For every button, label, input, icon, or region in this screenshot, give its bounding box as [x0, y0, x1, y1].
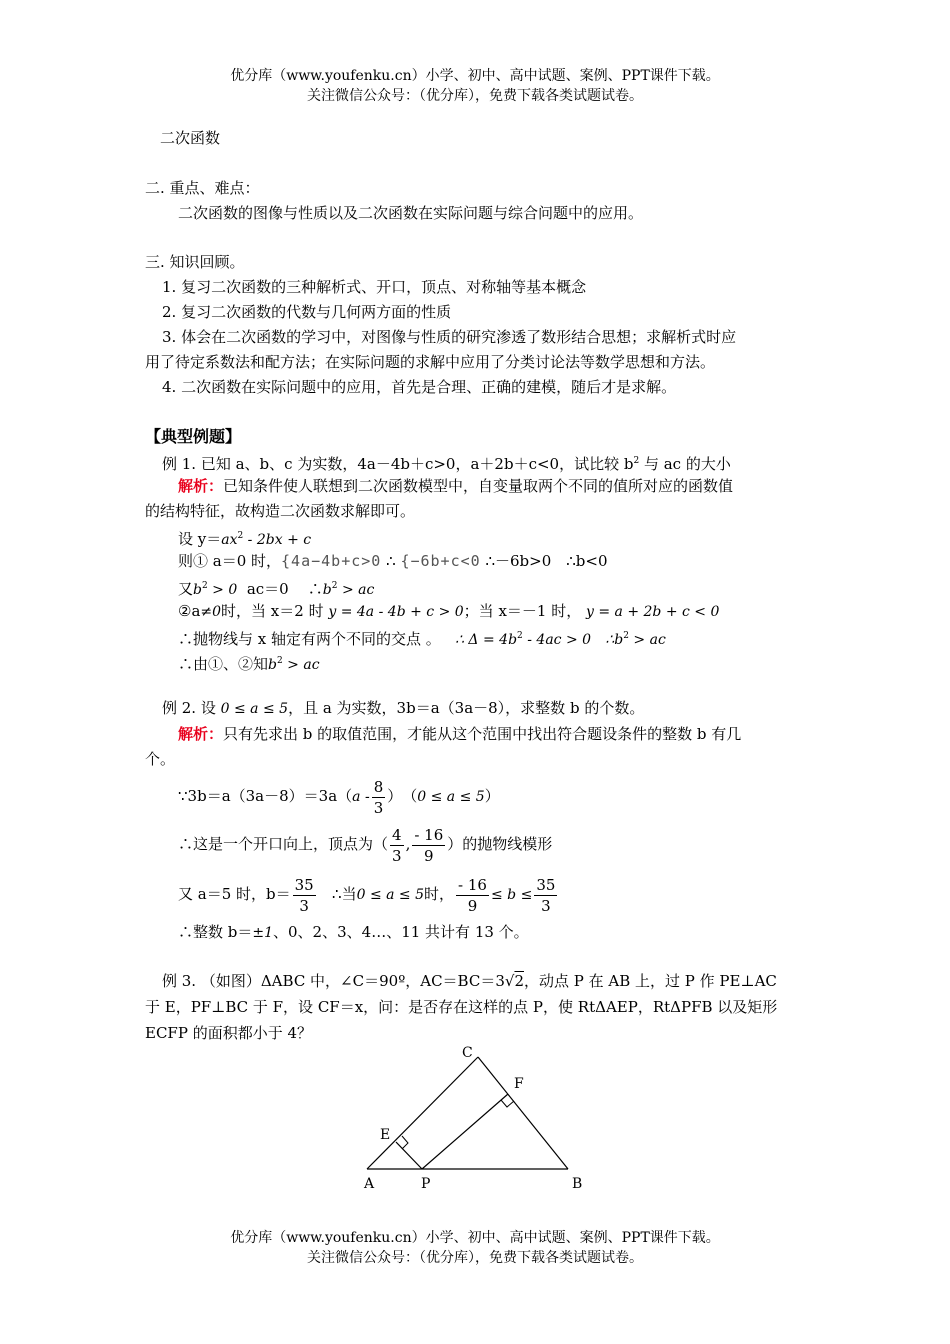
fraction: $\frac{- 16}{9}$ — [458, 875, 487, 915]
examples-heading: 【典型例题】 — [145, 427, 242, 446]
sqrt-symbol: √ — [504, 972, 515, 990]
ex1-set-y: 设 $y=ax^2 - 2bx + c$ — [178, 530, 312, 548]
page-header-line1: 优分库（www.youfenku.cn）小学、初中、高中试题、案例、PPT课件下载。 — [230, 68, 720, 84]
ex1-question: 例 1. 已知 a、b、c 为实数，4a－4b＋c>0，a＋2b＋c<0，试比较 $b^2$ 与 ac 的大小 — [162, 455, 731, 473]
doc-title: 二次函数 — [160, 129, 221, 147]
page-footer-line2: 关注微信公众号：（优分库），免费下载各类试题试卷。 — [307, 1250, 643, 1266]
triangle-figure — [350, 1045, 600, 1195]
section2-body: 二次函数的图像与性质以及二次函数在实际问题与综合问题中的应用。 — [178, 204, 644, 222]
ex2-step1: ∵3b＝a（3a－8）＝3a（a - $\frac{8}{3}$ ） （0 ≤ a ≤ 5） — [178, 777, 500, 817]
ex2-analysis: 解析：只有先求出 b 的取值范围，才能从这个范围中找出符合题设条件的整数 b 有几 — [178, 725, 742, 743]
ex1-analysis-cont: 的结构特征，故构造二次函数求解即可。 — [145, 502, 416, 520]
ex2-question: 例 2. 设 0 ≤ a ≤ 5，且 a 为实数，3b＝a（3a－8），求整数 b 的个数。 — [162, 699, 645, 717]
analysis-label: 解析： — [178, 477, 224, 495]
ex1-also: 又$b^2 > 0$ ac＝0 $\therefore b^2$ > ac — [178, 580, 375, 598]
review-item-4: 4. 二次函数在实际问题中的应用，首先是合理、正确的建模，随后才是求解。 — [162, 378, 677, 396]
label-e: E — [380, 1127, 391, 1143]
ex2-step4: ∴整数 b＝±1、0、2、3、4…、11 共计有 13 个。 — [178, 923, 529, 941]
analysis-label: 解析： — [178, 725, 224, 743]
ex3-line3: ECFP 的面积都小于 4？ — [145, 1024, 313, 1042]
section2-heading: 二. 重点、难点： — [145, 179, 260, 197]
side-cb — [478, 1057, 568, 1169]
fraction: $\frac{4}{3}$ — [392, 825, 402, 865]
section3-heading: 三. 知识回顾。 — [145, 253, 245, 271]
side-ac — [367, 1057, 478, 1169]
right-angle-mark-f — [501, 1100, 514, 1107]
review-item-1: 1. 复习二次函数的三种解析式、开口，顶点、对称轴等基本概念 — [162, 278, 587, 296]
ex1-conclusion: ∴由①、②知$b^2$ > ac — [178, 655, 320, 673]
review-item-3b: 用了待定系数法和配方法；在实际问题的求解中应用了分类讨论法等数学思想和方法。 — [145, 353, 716, 371]
page-footer-line1: 优分库（www.youfenku.cn）小学、初中、高中试题、案例、PPT课件下载。 — [230, 1230, 720, 1246]
ex1-case2: ②a≠0时，当 x＝2 时 y = 4a - 4b + c > 0；当 x＝－1 时， y = a + 2b + c < 0 — [178, 602, 720, 620]
label-a: A — [364, 1176, 375, 1192]
fraction: $\frac{- 16}{9}$ — [414, 825, 444, 865]
ex1-case1: 则① a＝0 时，{4a−4b+c>0 ∴ {−6b+c<0 ∴－6b>0 ∴b<0 — [178, 552, 608, 570]
fraction: $\frac{35}{3}$ — [536, 875, 556, 915]
ex1-intersect: ∴抛物线与 x 轴定有两个不同的交点 。 ∴ $\Delta = 4b^2 - 4ac > 0$ $\therefore b^2$ > ac — [178, 630, 666, 648]
ex2-step3: 又 a＝5 时，b＝ $\frac{35}{3}$ ∴当0 ≤ a ≤ 5时， $\frac{- 16}{9}$ ≤ b ≤ $\frac{35}{3}$ — [178, 875, 556, 915]
ex3-line2: 于 E，PF⊥BC 于 F，设 CF＝x，问：是否存在这样的点 P，使 RtΔAEP，RtΔPFB 以及矩形 — [145, 998, 778, 1016]
fraction: $\frac{35}{3}$ — [294, 875, 314, 915]
fraction: $\frac{8}{3}$ — [373, 777, 384, 817]
page-header-line2: 关注微信公众号：（优分库），免费下载各类试题试卷。 — [307, 88, 643, 104]
ex2-analysis-cont: 个。 — [145, 750, 176, 768]
ex1-analysis: 解析：已知条件使人联想到二次函数模型中，自变量取两个不同的值所对应的函数值 — [178, 477, 734, 495]
label-p: P — [421, 1176, 431, 1192]
ex3-line1: 例 3. （如图）ΔABC 中，∠C＝90º，AC＝BC＝3√2，动点 P 在 AB 上，过 P 作 PE⊥AC — [162, 972, 777, 990]
label-c: C — [462, 1045, 473, 1061]
ex2-step2: ∴这是一个开口向上，顶点为（ $\frac{4}{3}$ , $\frac{- 16}{9}$ ）的抛物线模形 — [178, 825, 553, 865]
label-f: F — [514, 1076, 524, 1092]
review-item-3a: 3. 体会在二次函数的学习中，对图像与性质的研究渗透了数形结合思想；求解析式时应 — [162, 328, 737, 346]
label-b: B — [572, 1176, 583, 1192]
review-item-2: 2. 复习二次函数的代数与几何两方面的性质 — [162, 303, 452, 321]
segment-pf — [422, 1094, 508, 1169]
right-angle-mark-e — [402, 1136, 408, 1149]
segment-pe — [396, 1142, 422, 1169]
